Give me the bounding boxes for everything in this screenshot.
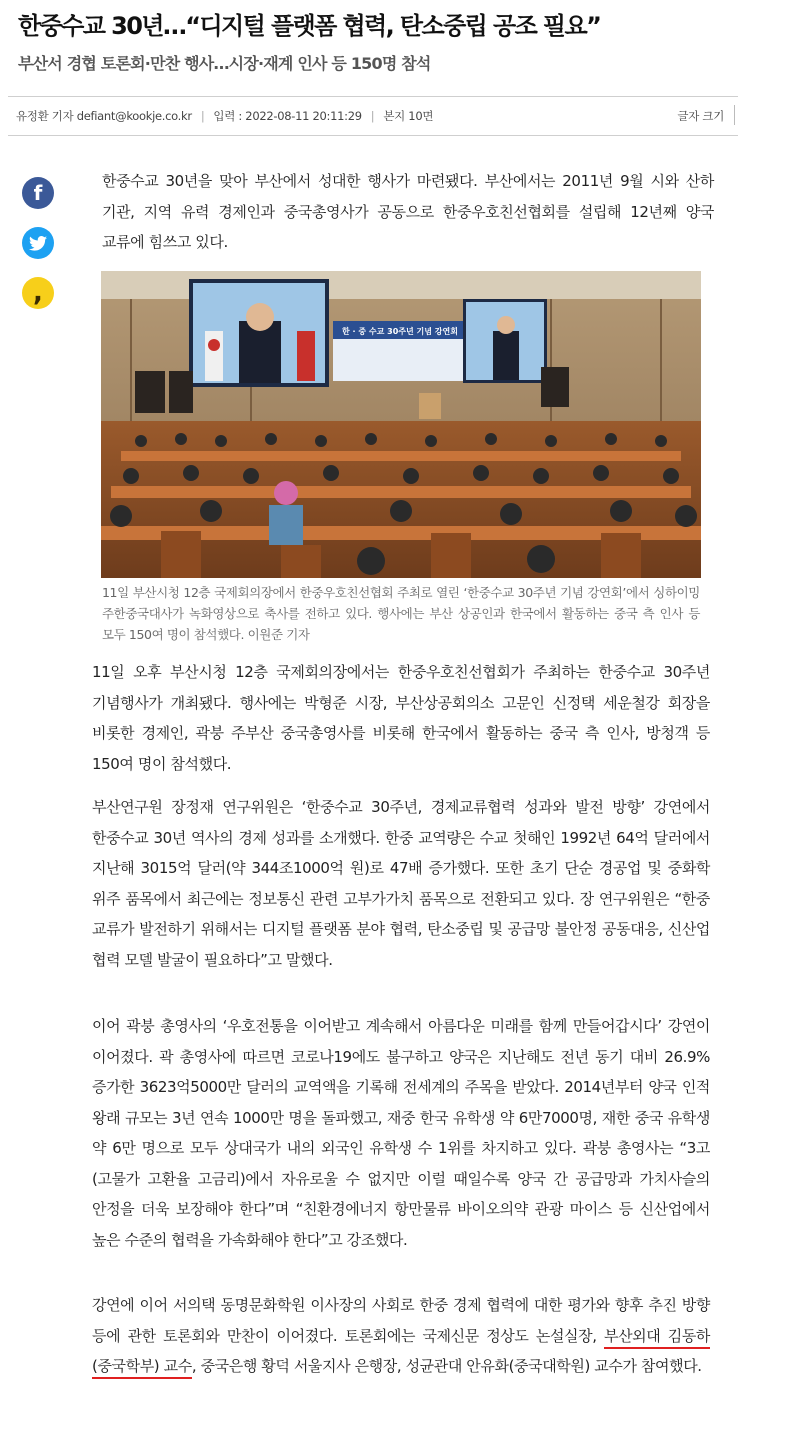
published-date: 입력 : 2022-08-11 20:11:29 (213, 109, 362, 123)
article-paragraph-3: 부산연구원 장정재 연구위원은 ‘한중수교 30주년, 경제교류협력 성과와 발전 방향’ 강연에서 한중수교 30년 역사의 경제 성과를 소개했다. 한중 교역량은 수교 첫해인 1992년 64억 달러에서 지난해 3015억 달러(약 344조1000억 원)로 47배 증가했다. 또한 초기 단순 경공업 및 중화학 위주 품목에서 최근에는 정보통신 관련 고부가가치 품목으로 전환되고 있다. 장 연구위원은 “한중 교류가 발전하기 위해서는 디지털 플랫폼 분야 협력, 탄소중립 및 공급망 불안정 공동대응, 신산업 협력 모델 발굴이 필요하다”고 말했다. (92, 798, 710, 969)
article-paragraph-2: 11일 오후 부산시청 12층 국제회의장에서는 한중우호친선협회가 주최하는 한중수교 30주년 기념행사가 개최됐다. 행사에는 박형준 시장, 부산상공회의소 고문인 신정택 세운철강 회장을 비롯한 경제인, 곽붕 주부산 중국총영사를 비롯해 한국에서 활동하는 중국 측 인사, 방청객 등 150여 명이 참석했다. (92, 663, 710, 773)
highlighted-professor-name: 부산외대 김동하(중국학부) 교수 (92, 1327, 710, 1380)
kakaostory-icon: , (33, 278, 43, 308)
article-paragraph-1: 한중수교 30년을 맞아 부산에서 성대한 행사가 마련됐다. 부산에서는 2011년 9월 시와 산하 기관, 지역 유력 경제인과 중국총영사가 공동으로 한중우호친선협회를 설립해 12년째 양국 교류에 힘쓰고 있다. (102, 172, 714, 251)
meta-separator: | (370, 109, 375, 123)
screen-title-text: 한 · 중 수교 30주년 기념 강연회 (342, 327, 458, 336)
article-paragraph-5 (92, 1290, 710, 1382)
paragraph-5-text-before: 강연에 이어 서의택 동명문화학원 이사장의 사회로 한중 경제 협력에 대한 평가와 향후 추진 방향 등에 관한 토론회와 만찬이 이어졌다. 토론회에는 국제신문 정상도 논설실장, (92, 1296, 710, 1345)
photo-caption: 11일 부산시청 12층 국제회의장에서 한중우호친선협회 주최로 열린 ‘한중수교 30주년 기념 강연회’에서 싱하이밍 주한중국대사가 녹화영상으로 축사를 전하고 있다. 행사에는 부산 상공인과 한국에서 활동하는 중국 측 인사 등 모두 150여 명이 참석했다. 이원준 기자 (102, 585, 700, 642)
font-size-label: 글자 크기 (677, 109, 724, 123)
subheadline: 부산서 경협 토론회·만찬 행사…시장·재계 인사 등 150명 참석 (18, 54, 431, 73)
twitter-share-button[interactable] (22, 227, 54, 259)
facebook-icon: f (33, 181, 43, 205)
meta-separator: | (200, 109, 205, 123)
twitter-icon (29, 236, 47, 251)
font-size-button[interactable] (734, 105, 739, 125)
author-byline[interactable]: 유정환 기자 defiant@kookje.co.kr (16, 109, 192, 123)
article-paragraph-4: 이어 곽붕 총영사의 ‘우호전통을 이어받고 계속해서 아름다운 미래를 함께 만들어갑시다’ 강연이 이어졌다. 곽 총영사에 따르면 코로나19에도 불구하고 양국은 지난해도 전년 동기 대비 26.9% 증가한 3623억5000만 달러의 교역액을 기록해 전세계의 주목을 받았다. 2014년부터 양국 인적 왕래 규모는 3년 연속 1000만 명을 돌파했고, 재중 한국 유학생 약 6만7000명, 재한 중국 유학생 약 6만 명으로 모두 상대국가 내의 외국인 유학생 수 1위를 차지하고 있다. 곽붕 총영사는 “3고(고물가 고환율 고금리)에서 자유로울 수 없지만 이럴 때일수록 양국 간 공급망과 가치사슬의 안정을 더욱 보장해야 한다”며 “친환경에너지 항만물류 바이오의약 관광 마이스 등 신산업에서 높은 수준의 협력을 가속화해야 한다”고 강조했다. (92, 1017, 710, 1249)
print-section: 본지 10면 (383, 109, 434, 123)
paragraph-5-text-after: , 중국은행 황덕 서울지사 은행장, 성균관대 안유화(중국대학원) 교수가 참여했다. (191, 1357, 702, 1375)
headline: 한중수교 30년…“디지털 플랫폼 협력, 탄소중립 공조 필요” (18, 12, 601, 40)
kakaostory-share-button[interactable] (22, 277, 54, 309)
event-photo (101, 271, 701, 578)
byline (16, 108, 433, 124)
facebook-share-button[interactable] (22, 177, 54, 209)
article-meta-bar (8, 96, 738, 136)
font-size-control[interactable] (677, 108, 724, 124)
